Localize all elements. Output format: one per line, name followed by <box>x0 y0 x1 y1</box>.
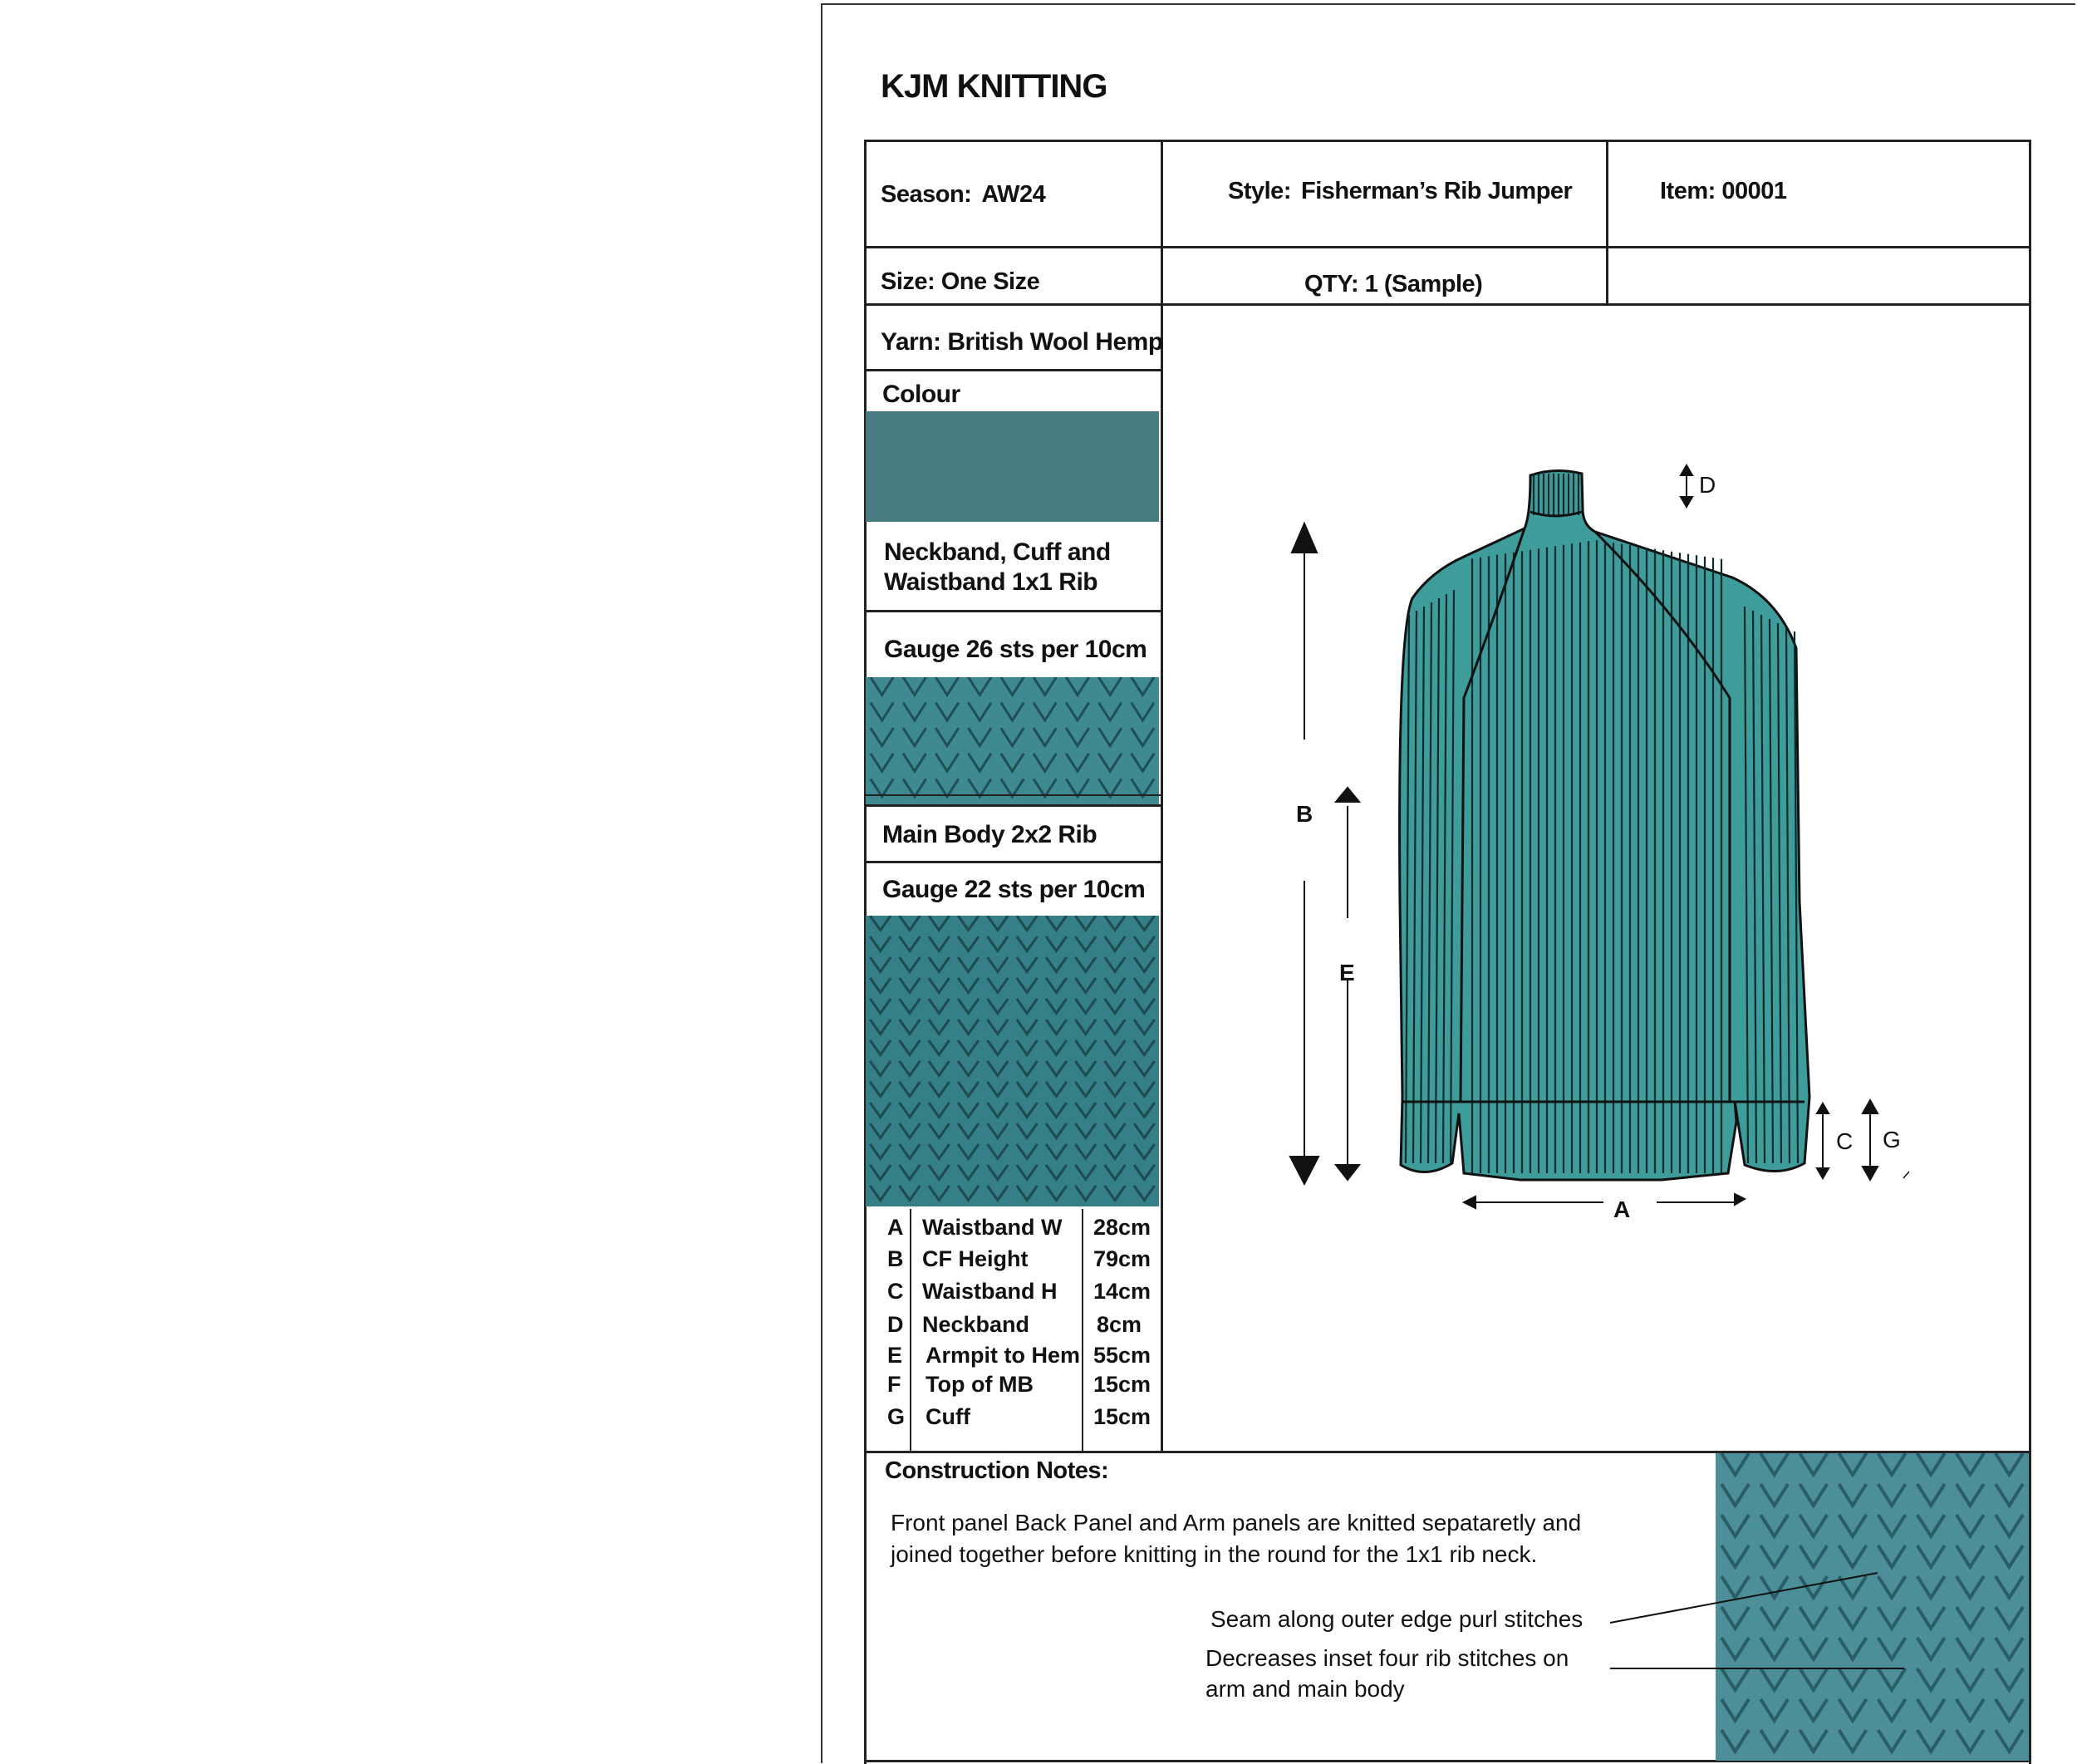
table-line <box>864 303 2031 306</box>
measurement-value: 8cm <box>1097 1312 1142 1337</box>
colour-swatch <box>866 411 1159 522</box>
style-label: Style: <box>1228 178 1291 204</box>
dimension-a-label: A <box>1613 1196 1631 1222</box>
measurement-row <box>871 1343 1161 1374</box>
measurement-value: 28cm <box>1093 1215 1151 1240</box>
row-divider <box>864 794 1161 796</box>
table-line <box>864 246 2031 248</box>
row-divider <box>864 369 1161 371</box>
measurement-name: Waistband H <box>922 1279 1058 1304</box>
colour-label: Colour <box>882 381 960 408</box>
table-line <box>864 140 2031 142</box>
measurement-name: CF Height <box>922 1246 1029 1271</box>
measurement-row <box>871 1404 1161 1436</box>
measurement-name: Waistband W <box>922 1215 1063 1240</box>
rib-2x2-knit-sample <box>866 916 1159 1206</box>
dimension-g-arrow <box>1863 1100 1878 1180</box>
dimension-b-arrow <box>1290 523 1318 1184</box>
dimension-g-label: G <box>1883 1127 1901 1152</box>
measurement-code: D <box>887 1312 904 1337</box>
dimension-d-arrow <box>1681 465 1692 507</box>
rib-note-line2: Waistband 1x1 Rib <box>884 568 1098 596</box>
item-number: Item: 00001 <box>1660 178 1787 204</box>
measurement-row <box>871 1246 1161 1278</box>
row-divider <box>864 804 1161 807</box>
yarn-label: Yarn: British Wool Hemp <box>881 328 1163 356</box>
measurement-row <box>871 1215 1161 1246</box>
brand-title: KJM KNITTING <box>881 68 1107 105</box>
measurement-name: Cuff <box>926 1404 970 1429</box>
rib-note-line1: Neckband, Cuff and <box>884 538 1111 566</box>
measurement-value: 15cm <box>1093 1372 1151 1397</box>
measurement-value: 55cm <box>1093 1343 1151 1368</box>
gauge-2x2-label: Gauge 22 sts per 10cm <box>882 876 1146 903</box>
measurement-name: Top of MB <box>926 1372 1034 1397</box>
measurement-value: 79cm <box>1093 1246 1151 1271</box>
row-divider <box>864 861 1161 863</box>
main-body-label: Main Body 2x2 Rib <box>882 821 1097 848</box>
row-divider <box>864 610 1161 612</box>
dimension-c-arrow <box>1817 1103 1829 1178</box>
construction-notes-body: Front panel Back Panel and Arm panels are knitted sepataretly and joined together before knitting in the round for the 1x1 rib neck. <box>891 1510 1582 1567</box>
seam-callout: Seam along outer edge purl stitches <box>1210 1606 1584 1632</box>
measurement-name: Armpit to Hem <box>926 1343 1081 1368</box>
style-value: Fisherman’s Rib Jumper <box>1300 178 1573 204</box>
decrease-callout: Decreases inset four rib stitches on arm and main body <box>1205 1645 1569 1702</box>
dimension-a-arrow <box>1464 1194 1745 1208</box>
season-cell <box>881 181 1045 209</box>
measurement-code: F <box>887 1372 901 1397</box>
dimension-e-label: E <box>1339 960 1355 985</box>
measurement-row <box>871 1372 1161 1403</box>
table-line <box>2029 140 2031 1764</box>
qty-cell: QTY: 1 (Sample) <box>1304 271 1483 297</box>
season-value: AW24 <box>981 181 1046 208</box>
gauge-1x1-label: Gauge 26 sts per 10cm <box>884 636 1147 663</box>
table-line <box>1606 140 1608 306</box>
measurement-row <box>871 1312 1161 1344</box>
dimension-d-label: D <box>1699 472 1716 498</box>
callout-leader-lines <box>1603 1562 1936 1687</box>
rib-1x1-knit-sample <box>866 677 1159 804</box>
season-label: Season: <box>881 181 972 208</box>
measurement-code: E <box>887 1343 903 1368</box>
measurement-code: A <box>887 1215 904 1240</box>
measurement-name: Neckband <box>922 1312 1030 1337</box>
dimension-b-label: B <box>1296 801 1313 827</box>
measurement-value: 14cm <box>1093 1279 1151 1304</box>
measurement-code: C <box>887 1279 904 1304</box>
style-cell <box>1228 178 1572 205</box>
measurement-value: 15cm <box>1093 1404 1151 1429</box>
measurement-code: B <box>887 1246 904 1271</box>
dimension-c-label: C <box>1836 1128 1854 1154</box>
measurement-row <box>871 1279 1161 1310</box>
measurement-code: G <box>887 1404 906 1429</box>
jumper-technical-drawing <box>1246 449 1927 1246</box>
construction-notes-title: Construction Notes: <box>885 1457 1109 1484</box>
size-cell: Size: One Size <box>881 268 1040 295</box>
